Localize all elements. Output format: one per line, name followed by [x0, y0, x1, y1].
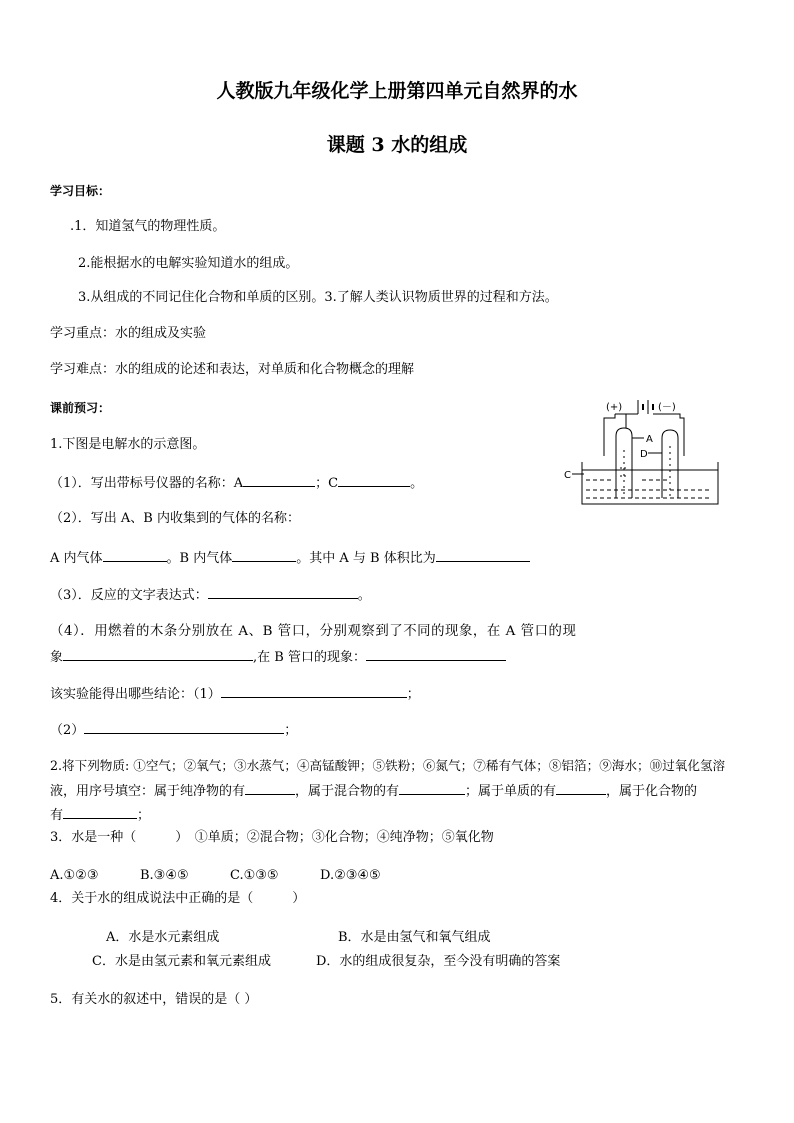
q1-2-b: 。B 内气体 [166, 551, 233, 566]
q2-a: 液，用序号填空：属于纯净物的有 [50, 784, 246, 799]
answer-blank[interactable] [232, 548, 296, 562]
positive-label: (+) [606, 402, 623, 413]
conclusion-text: 该实验能得出哪些结论：（1） [50, 687, 221, 702]
negative-label: (－) [658, 402, 676, 413]
question-1-3 [50, 585, 371, 605]
conclusion-2 [50, 720, 297, 740]
q1-3-end: 。 [357, 588, 371, 603]
electrolysis-diagram [560, 398, 730, 510]
difficulty: 学习难点：水的组成的论述和表达，对单质和化合物概念的理解 [50, 362, 415, 377]
q4-option-c[interactable]: C．水是由氢元素和氧元素组成 [92, 954, 271, 969]
q2-d: ，属于化合物的 [606, 784, 698, 799]
q1-4-b: ,在 B 管口的现象： [253, 650, 366, 665]
q1-1-text: （1）．写出带标号仪器的名称：A [50, 476, 244, 491]
answer-blank[interactable] [63, 647, 253, 661]
question-1-4-line1: （4）．用燃着的木条分别放在 A、B 管口，分别观察到了不同的现象，在 A 管口的现 [50, 624, 577, 639]
question-2-line3 [50, 805, 150, 825]
answer-blank[interactable] [436, 548, 530, 562]
question-3: 3．水是一种（ ） ①单质；②混合物；③化合物；④纯净物；⑤氧化物 [50, 830, 494, 845]
option-c[interactable]: C.①③⑤ [230, 868, 279, 883]
option-b[interactable]: B.③④⑤ [140, 868, 189, 883]
answer-blank[interactable] [84, 720, 284, 734]
q4-option-d[interactable]: D．水的组成很复杂，至今没有明确的答案 [316, 954, 561, 969]
question-1-1 [50, 473, 423, 493]
question-2-line1: 2.将下列物质: ①空气；②氧气；③水蒸气；④高锰酸钾；⑤铁粉；⑥氮气；⑦稀有气体；⑧铝箔；⑨海水；⑩过氧化氢溶 [50, 758, 726, 773]
battery-icon [638, 400, 653, 414]
q1-1-sep: ；C [315, 476, 339, 491]
objective-1: .1．知道氢气的物理性质。 [70, 219, 226, 234]
q4-option-a[interactable]: A．水是水元素组成 [106, 930, 220, 945]
answer-blank[interactable] [243, 473, 315, 487]
label-c: C [564, 470, 571, 481]
page-title: 人教版九年级化学上册第四单元自然界的水 [216, 80, 578, 102]
question-2-line2 [50, 781, 697, 801]
question-1-4-line2 [50, 647, 506, 667]
answer-blank[interactable] [63, 805, 137, 819]
question-1: 1.下图是电解水的示意图。 [50, 437, 206, 452]
answer-blank[interactable] [208, 585, 358, 599]
answer-blank[interactable] [221, 684, 407, 698]
q1-2-a: A 内气体 [50, 551, 103, 566]
objective-3: 3.从组成的不同记住化合物和单质的区别。3.了解人类认识物质世界的过程和方法。 [78, 290, 558, 305]
answer-blank[interactable] [103, 548, 167, 562]
key-point: 学习重点：水的组成及实验 [50, 326, 207, 341]
question-5: 5．有关水的叙述中，错误的是（ ） [50, 992, 258, 1007]
q2-end: ； [137, 808, 151, 823]
water-trough [582, 462, 718, 504]
q2-line3: 有 [50, 808, 64, 823]
conclusion-end: ； [406, 687, 420, 702]
conclusion-2-end: ； [284, 723, 298, 738]
option-d[interactable]: D.②③④⑤ [320, 868, 381, 883]
question-1-2: （2）．写出 A、B 内收集到的气体的名称： [50, 511, 300, 526]
lesson-subtitle: 课题 3 水的组成 [326, 134, 468, 156]
answer-blank[interactable] [556, 781, 606, 795]
label-a: A [646, 434, 653, 445]
option-a[interactable]: A.①②③ [50, 868, 99, 883]
q4-option-b[interactable]: B．水是由氢气和氧气组成 [338, 930, 491, 945]
q2-c: ；属于单质的有 [465, 784, 557, 799]
answer-blank[interactable] [338, 473, 410, 487]
answer-blank[interactable] [245, 781, 295, 795]
conclusion-2-label: （2） [50, 723, 85, 738]
answer-blank[interactable] [399, 781, 465, 795]
objective-2: 2.能根据水的电解实验知道水的组成。 [78, 256, 299, 271]
q1-3-text: （3）．反应的文字表达式： [50, 588, 208, 603]
answer-blank[interactable] [366, 647, 506, 661]
q1-4-a: 象 [50, 650, 64, 665]
objectives-heading: 学习目标： [50, 184, 111, 198]
q1-1-end: 。 [410, 476, 424, 491]
label-d: D [640, 449, 648, 460]
q1-2-c: 。其中 A 与 B 体积比为 [296, 551, 436, 566]
question-1-2-answers [50, 548, 530, 568]
question-4: 4．关于水的组成说法中正确的是（ ） [50, 891, 306, 906]
conclusion-1 [50, 684, 420, 704]
preview-heading: 课前预习： [50, 401, 111, 415]
question-3-options [50, 867, 381, 885]
q2-b: ，属于混合物的有 [295, 784, 400, 799]
